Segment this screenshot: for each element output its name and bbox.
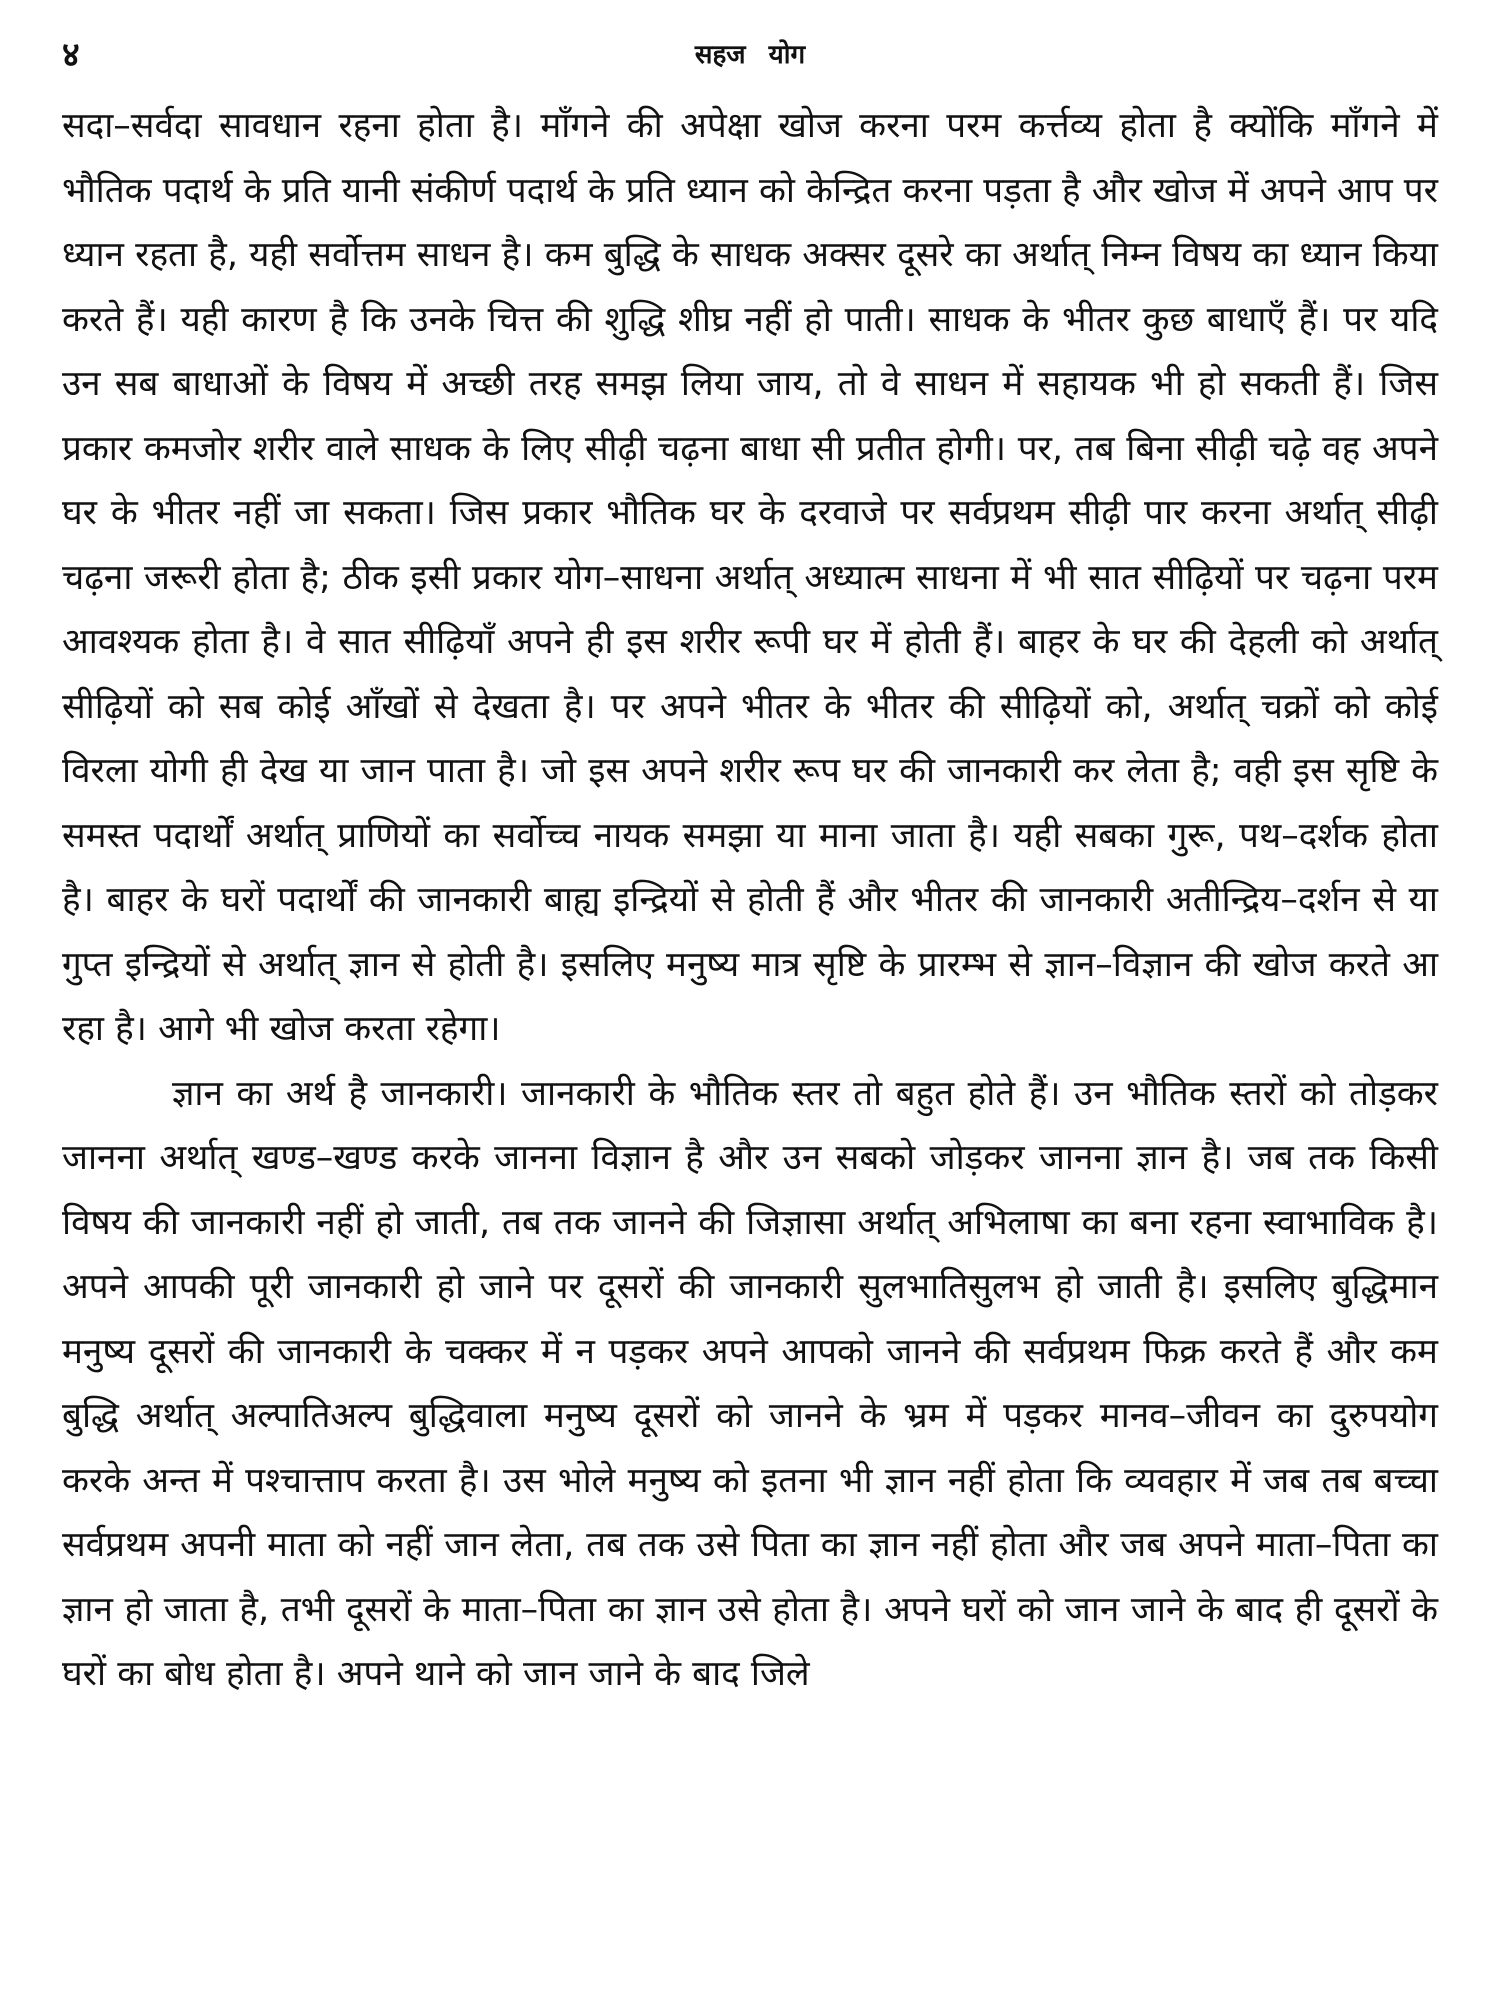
paragraph-2: ज्ञान का अर्थ है जानकारी। जानकारी के भौतिक स्तर तो बहुत होते हैं। उन भौतिक स्तरों को तोड़कर जानना अर्थात् खण्ड–खण्ड करके जानना विज्ञान है और उन सबको जोड़कर जानना ज्ञान है। जब तक किसी विषय की जानकारी नहीं हो जाती, तब तक जानने की जिज्ञासा अर्थात् अभिलाषा का बना रहना स्वाभाविक है। अपने आपकी पूरी जानकारी हो जाने पर दूसरों की जानकारी सुलभातिसुलभ हो जाती है। इसलिए बुद्धिमान मनुष्य दूसरों की जानकारी के चक्कर में न पड़कर अपने आपको जानने की सर्वप्रथम फिक्र करते हैं और कम बुद्धि अर्थात् अल्पातिअल्प बुद्धिवाला मनुष्य दूसरों को जानने के भ्रम में पड़कर मानव–जीवन का दुरुपयोग करके अन्त में पश्चात्ताप करता है। उस भोले मनुष्य को इतना भी ज्ञान नहीं होता कि व्यवहार में जब तब बच्चा सर्वप्रथम अपनी माता को नहीं जान लेता, तब तक उसे पिता का ज्ञान नहीं होता और जब अपने माता–पिता का ज्ञान हो जाता है, तभी दूसरों के माता–पिता का ज्ञान उसे होता है। अपने घरों को जान जाने के बाद ही दूसरों के घरों का बोध होता है। अपने थाने को जान जाने के बाद जिले xyxy=(62,1073,1438,1694)
paragraph-1: सदा–सर्वदा सावधान रहना होता है। माँगने की अपेक्षा खोज करना परम कर्त्तव्य होता है क्योंकि माँगने में भौतिक पदार्थ के प्रति यानी संकीर्ण पदार्थ के प्रति ध्यान को केन्द्रित करना पड़ता है और खोज में अपने आप पर ध्यान रहता है, यही सर्वोत्तम साधन है। कम बुद्धि के साधक अक्सर दूसरे का अर्थात् निम्न विषय का ध्यान किया करते हैं। यही कारण है कि उनके चित्त की शुद्धि शीघ्र नहीं हो पाती। साधक के भीतर कुछ बाधाएँ हैं। पर यदि उन सब बाधाओं के विषय में अच्छी तरह समझ लिया जाय, तो वे साधन में सहायक भी हो सकती हैं। जिस प्रकार कमजोर शरीर वाले साधक के लिए सीढ़ी चढ़ना बाधा सी प्रतीत होगी। पर, तब बिना सीढ़ी चढ़े वह अपने घर के भीतर नहीं जा सकता। जिस प्रकार भौतिक घर के दरवाजे पर सर्वप्रथम सीढ़ी पार करना अर्थात् सीढ़ी चढ़ना जरूरी होता है; ठीक इसी प्रकार योग–साधना अर्थात् अध्यात्म साधना में भी सात सीढ़ियों पर चढ़ना परम आवश्यक होता है। वे सात सीढ़ियाँ अपने ही इस शरीर रूपी घर में होती हैं। बाहर के घर की देहली को अर्थात् सीढ़ियों को सब कोई आँखों से देखता है। पर अपने भीतर के भीतर की सीढ़ियों को, अर्थात् चक्रों को कोई विरला योगी ही देख या जान पाता है। जो इस अपने शरीर रूप घर की जानकारी कर लेता है; वही इस सृष्टि के समस्त पदार्थों अर्थात् प्राणियों का सर्वोच्च नायक समझा या माना जाता है। यही सबका गुरू, पथ–दर्शक होता है। बाहर के घरों पदार्थों की जानकारी बाह्य इन्द्रियों से होती हैं और भीतर की जानकारी अतीन्द्रिय–दर्शन से या गुप्त इन्द्रियों से अर्थात् ज्ञान से होती है। इसलिए मनुष्य मात्र सृष्टि के प्रारम्भ से ज्ञान–विज्ञान की खोज करते आ रहा है। आगे भी खोज करता रहेगा। xyxy=(62,106,1438,1049)
page-header xyxy=(62,30,1438,86)
body-text xyxy=(62,94,1438,1707)
running-title: सहज योग xyxy=(694,40,806,70)
page-number: ४ xyxy=(62,35,80,75)
book-page xyxy=(62,30,1438,1980)
